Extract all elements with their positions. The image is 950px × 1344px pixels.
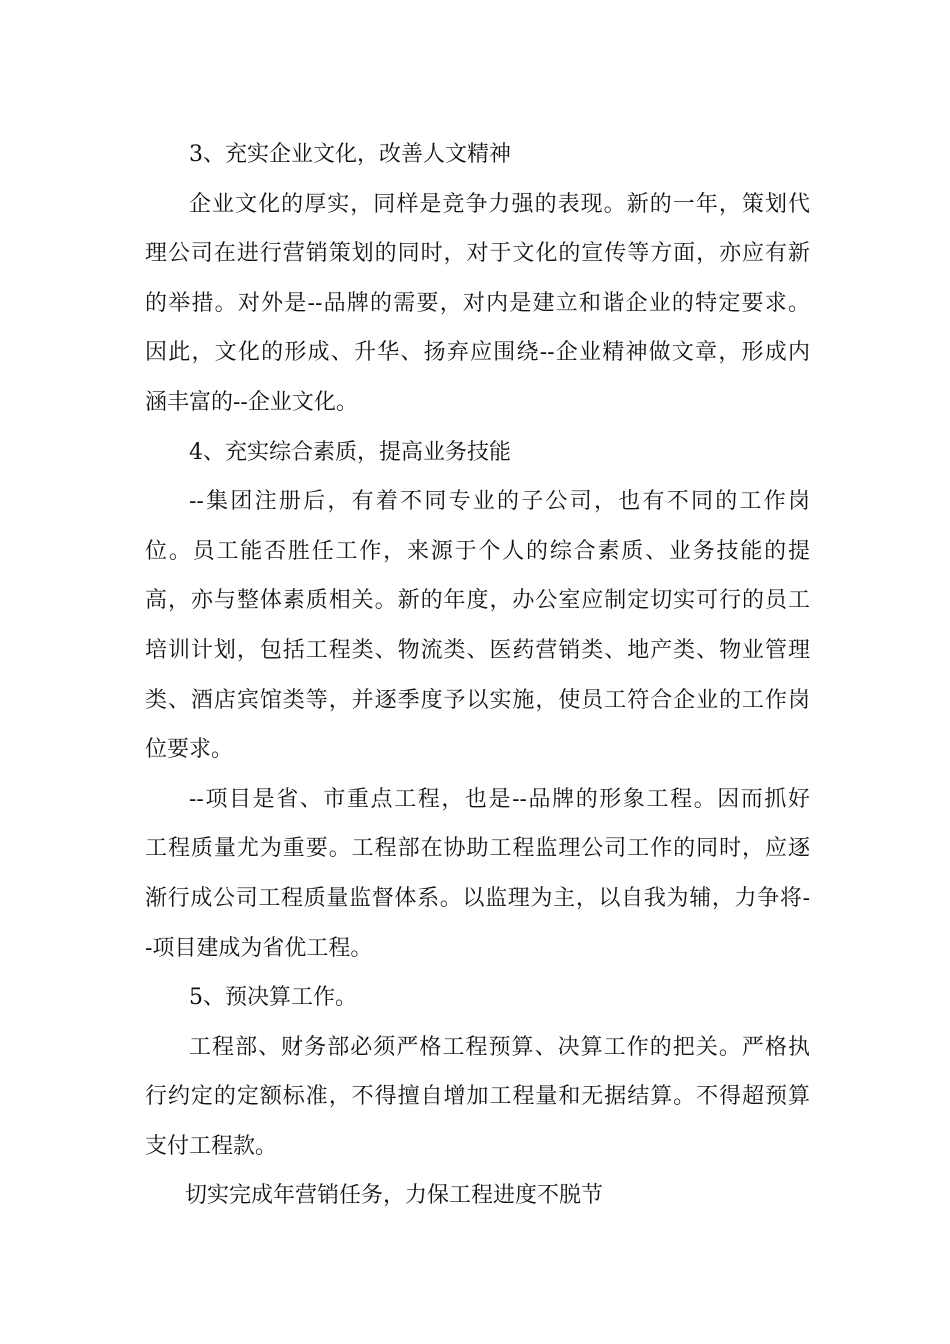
paragraph-line: 的举措。对外是--品牌的需要，对内是建立和谐企业的特定要求。	[145, 290, 810, 316]
paragraph-line: 高，亦与整体素质相关。新的年度，办公室应制定切实可行的员工	[145, 588, 810, 614]
paragraph-line: 涵丰富的--企业文化。	[145, 389, 358, 415]
closing-line: 切实完成年营销任务，力保工程进度不脱节	[185, 1183, 604, 1209]
paragraph-line: --项目是省、市重点工程，也是--品牌的形象工程。因而抓好	[189, 786, 810, 812]
section-heading-culture: 3、充实企业文化，改善人文精神	[189, 142, 511, 167]
document-body	[145, 130, 810, 1221]
paragraph-line: 企业文化的厚实，同样是竞争力强的表现。新的一年，策划代	[189, 191, 810, 217]
paragraph-line: 类、酒店宾馆类等，并逐季度予以实施，使员工符合企业的工作岗	[145, 687, 810, 713]
paragraph-line: 工程部、财务部必须严格工程预算、决算工作的把关。严格执	[189, 1034, 810, 1060]
section-heading-quality: 4、充实综合素质，提高业务技能	[189, 439, 511, 465]
paragraph-line: 工程质量尤为重要。工程部在协助工程监理公司工作的同时，应逐	[145, 836, 810, 862]
paragraph-line: 行约定的定额标准，不得擅自增加工程量和无据结算。不得超预算	[145, 1084, 810, 1110]
section-heading-budget: 5、预决算工作。	[189, 985, 357, 1011]
paragraph-line: -项目建成为省优工程。	[145, 935, 373, 961]
paragraph-line: 支付工程款。	[145, 1133, 278, 1159]
paragraph-line: 渐行成公司工程质量监督体系。以监理为主，以自我为辅，力争将-	[145, 885, 810, 911]
paragraph-line: 因此，文化的形成、升华、扬弃应围绕--企业精神做文章，形成内	[145, 340, 810, 366]
paragraph-line: --集团注册后，有着不同专业的子公司，也有不同的工作岗	[189, 489, 810, 515]
paragraph-line: 培训计划，包括工程类、物流类、医药营销类、地产类、物业管理	[145, 637, 810, 663]
paragraph-line: 位。员工能否胜任工作，来源于个人的综合素质、业务技能的提	[145, 538, 810, 564]
paragraph-line: 位要求。	[145, 737, 234, 763]
paragraph-line: 理公司在进行营销策划的同时，对于文化的宣传等方面，亦应有新	[145, 241, 810, 267]
